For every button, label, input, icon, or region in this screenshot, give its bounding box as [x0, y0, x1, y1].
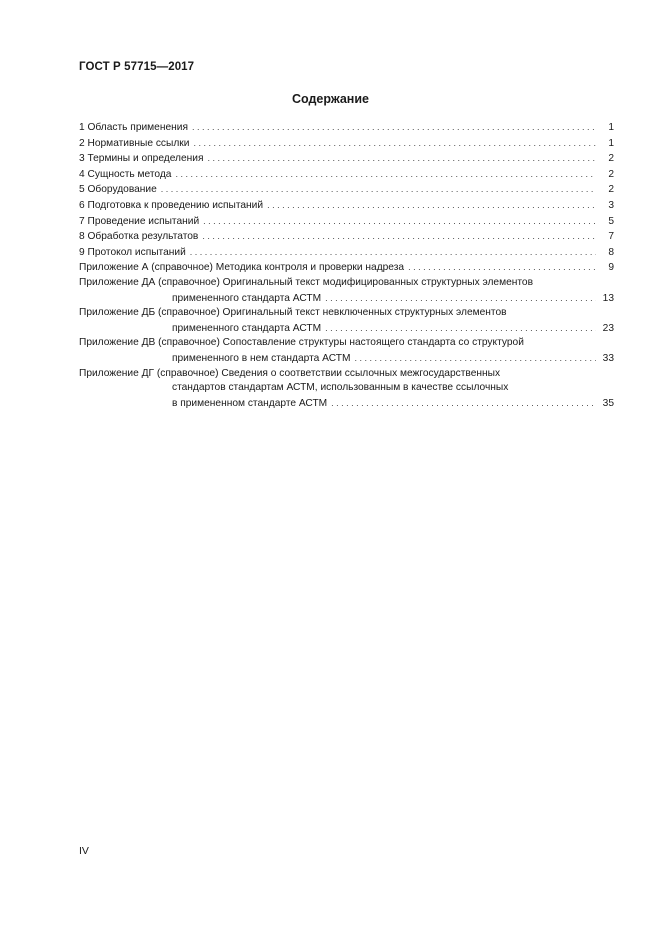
toc-entry-page: 13	[602, 292, 614, 304]
dot-leader	[161, 182, 596, 197]
dot-leader	[354, 351, 596, 366]
toc-entry-page: 8	[608, 246, 614, 258]
toc-entry-page: 1	[608, 137, 614, 149]
toc-entry-appendix-dv[interactable]	[79, 336, 614, 366]
toc-entry-page: 35	[602, 397, 614, 409]
dot-leader	[325, 321, 596, 336]
toc-entry-page: 23	[602, 322, 614, 334]
toc-entry-label: 4 Сущность метода	[79, 168, 172, 180]
toc-entry-page: 33	[602, 352, 614, 364]
toc-entry-label: 7 Проведение испытаний	[79, 215, 200, 227]
toc-entry-appendix-da[interactable]	[79, 276, 614, 306]
toc-entry-page: 3	[608, 199, 614, 211]
toc-entry-1[interactable]	[79, 120, 614, 136]
toc-entry-6[interactable]	[79, 198, 614, 214]
toc-entry-label-continued: примененного стандарта АСТМ	[172, 322, 322, 334]
toc-entry-appendix-a[interactable]	[79, 260, 614, 276]
dot-leader	[325, 291, 596, 306]
dot-leader	[267, 198, 596, 213]
dot-leader	[331, 396, 596, 411]
toc-entry-2[interactable]	[79, 136, 614, 152]
dot-leader	[202, 229, 596, 244]
dot-leader	[408, 260, 596, 275]
toc-entry-label: 8 Обработка результатов	[79, 231, 199, 243]
toc-entry-appendix-db[interactable]	[79, 306, 614, 336]
toc-title: Содержание	[291, 92, 369, 106]
toc-entry-8[interactable]	[79, 229, 614, 245]
toc-entry-label: 5 Оборудование	[79, 184, 157, 196]
document-code: ГОСТ Р 57715—2017	[79, 61, 195, 73]
toc-entry-label: Приложение ДА (справочное) Оригинальный текст модифицированных структурных элементов	[79, 276, 534, 288]
toc-entry-label-continued: в примененном стандарте АСТМ	[172, 397, 328, 409]
toc-entry-5[interactable]	[79, 182, 614, 198]
toc-entry-7[interactable]	[79, 214, 614, 230]
toc-entry-label: 6 Подготовка к проведению испытаний	[79, 199, 264, 211]
toc-entry-label: Приложение ДВ (справочное) Сопоставление структуры настоящего стандарта со структурой	[79, 337, 524, 349]
toc-entry-label: Приложение ДБ (справочное) Оригинальный текст невключенных структурных элементов	[79, 307, 507, 319]
dot-leader	[190, 245, 596, 260]
toc-entry-label: 1 Область применения	[79, 122, 188, 133]
toc-entry-label: 3 Термины и определения	[79, 153, 204, 165]
dot-leader	[203, 214, 596, 229]
toc-entry-page: 2	[608, 184, 614, 196]
toc-entry-page: 2	[608, 168, 614, 180]
toc-entry-label: 2 Нормативные ссылки	[79, 137, 190, 149]
toc-entry-label: Приложение А (справочное) Методика контроля и проверки надреза	[79, 262, 405, 274]
toc-entry-page: 9	[608, 262, 614, 274]
toc-entry-9[interactable]	[79, 245, 614, 261]
toc-entry-appendix-dg[interactable]	[79, 367, 614, 412]
dot-leader	[192, 120, 596, 135]
dot-leader	[175, 167, 596, 182]
toc-entry-label-continued: примененного в нем стандарта АСТМ	[172, 352, 351, 364]
toc-entry-page: 1	[608, 122, 614, 133]
toc-entry-page: 7	[608, 231, 614, 243]
toc-entry-label: 9 Протокол испытаний	[79, 246, 186, 258]
toc-entry-4[interactable]	[79, 167, 614, 183]
dot-leader	[207, 151, 596, 166]
page-number: IV	[79, 845, 89, 857]
toc-entry-page: 5	[608, 215, 614, 227]
toc-entry-label-continued: стандартов стандартам АСТМ, использованным в качестве ссылочных	[172, 382, 509, 394]
toc-entry-label-continued: примененного стандарта АСТМ	[172, 292, 322, 304]
dot-leader	[193, 136, 596, 151]
toc-entry-label: Приложение ДГ (справочное) Сведения о соответствии ссылочных межгосударственных	[79, 367, 501, 379]
toc-entry-page: 2	[608, 153, 614, 165]
table-of-contents	[79, 120, 614, 411]
toc-entry-3[interactable]	[79, 151, 614, 167]
